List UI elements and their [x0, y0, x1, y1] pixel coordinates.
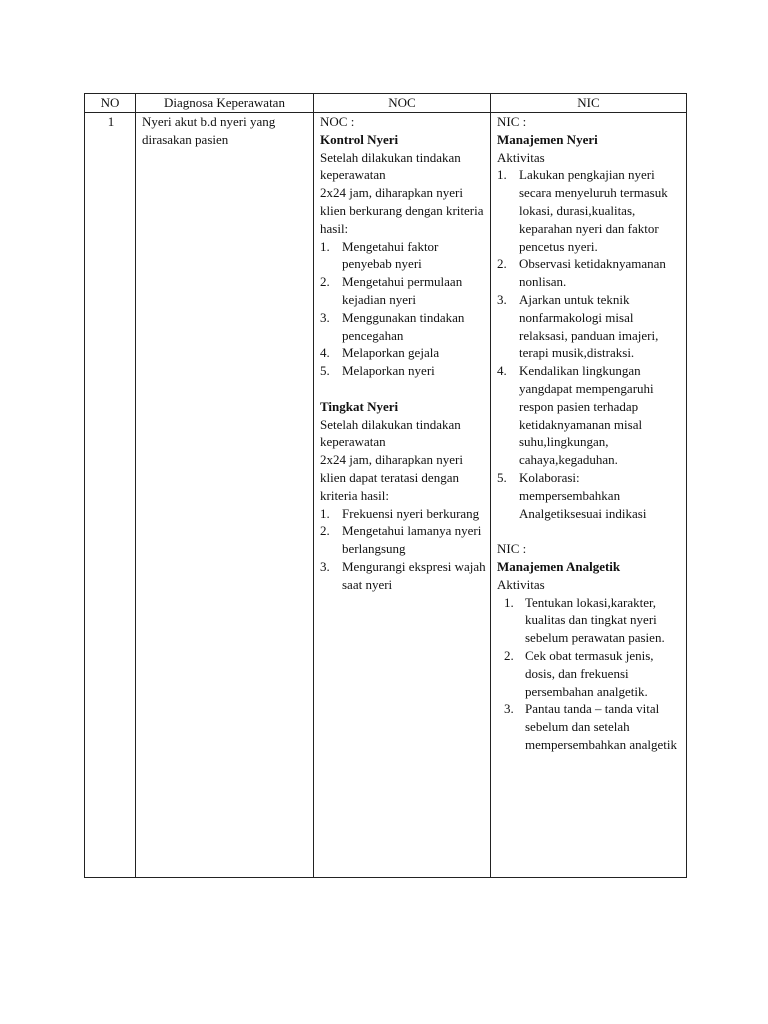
list-item: 1. Lakukan pengkajian nyeri secara menyeluruh termasuk lokasi, durasi,kualitas, keparahan nyeri dan faktor pencetus nyeri.: [497, 167, 668, 254]
nic-prefix-1: NIC :: [497, 114, 527, 129]
list-item: 4. Melaporkan gejala: [320, 345, 440, 361]
list-item: 3. Menggunakan tindakan pencegahan: [320, 309, 465, 343]
list-item: 1. Tentukan lokasi,karakter, kualitas dan tingkat nyeri sebelum perawatan pasien.: [504, 594, 665, 646]
nic-subtitle-2: Aktivitas: [497, 576, 545, 592]
noc-criteria-list-2: [320, 505, 486, 594]
noc-prefix: NOC :: [320, 114, 355, 129]
list-item: 2. Cek obat termasuk jenis, dosis, dan frekuensi persembahan analgetik.: [504, 647, 654, 699]
list-item: 1. Frekuensi nyeri berkurang: [320, 505, 480, 521]
table-row: [85, 113, 687, 878]
list-item: 3. Ajarkan untuk teknik nonfarmakologi misal relaksasi, panduan imajeri, terapi musik,distraksi.: [497, 291, 659, 361]
diagnosa-text: Nyeri akut b.d nyeri yang dirasakan pasien: [142, 114, 276, 147]
nic-section-title-manajemen-nyeri: Manajemen Nyeri: [497, 131, 598, 147]
row-number: 1: [85, 113, 136, 878]
noc-intro-2: 2x24 jam, diharapkan nyeri klien berkurang dengan kriteria hasil:: [320, 185, 484, 236]
list-item: 2. Observasi ketidaknyamanan nonlisan.: [497, 256, 666, 290]
noc-intro-1: Setelah dilakukan tindakan keperawatan: [320, 149, 461, 183]
noc-criteria-list-1: [320, 238, 486, 380]
noc-intro-3: Setelah dilakukan tindakan keperawatan: [320, 416, 461, 450]
diagnosa-cell: [136, 113, 314, 878]
nic-prefix-2: NIC :: [497, 541, 527, 557]
list-item: 1. Mengetahui faktor penyebab nyeri: [320, 238, 439, 272]
list-item: 2. Mengetahui permulaan kejadian nyeri: [320, 274, 463, 307]
noc-cell: [314, 113, 491, 878]
nic-cell: [491, 113, 687, 878]
noc-intro-4: 2x24 jam, diharapkan nyeri klien dapat teratasi dengan kriteria hasil:: [320, 452, 463, 503]
noc-section-title-kontrol-nyeri: Kontrol Nyeri: [320, 131, 399, 147]
header-nic: NIC: [491, 94, 687, 113]
nic-activity-list-2: [497, 594, 682, 754]
list-item: 4. Kendalikan lingkungan yangdapat mempengaruhi respon pasien terhadap ketidaknyamanan misal suhu,lingkungan, cahaya,kegaduhan.: [497, 363, 654, 468]
nic-subtitle-1: Aktivitas: [497, 149, 545, 165]
list-item: 3. Pantau tanda – tanda vital sebelum dan setelah mempersembahkan analgetik: [504, 701, 677, 752]
noc-section-title-tingkat-nyeri: Tingkat Nyeri: [320, 398, 399, 414]
document-page: [84, 93, 686, 878]
header-row: [85, 94, 687, 113]
nursing-care-plan-table: [84, 93, 687, 878]
list-item: 5. Kolaborasi: mempersembahkan Analgetiksesuai indikasi: [497, 469, 647, 521]
nic-activity-list-1: [497, 166, 682, 522]
nic-section-title-manajemen-analgetik: Manajemen Analgetik: [497, 558, 621, 574]
header-noc: NOC: [314, 94, 491, 113]
spacer: [497, 522, 682, 540]
list-item: 2. Mengetahui lamanya nyeri berlangsung: [320, 523, 482, 557]
list-item: 5. Melaporkan nyeri: [320, 363, 435, 379]
header-no: NO: [85, 94, 136, 113]
list-item: 3. Mengurangi ekspresi wajah saat nyeri: [320, 558, 486, 592]
spacer: [320, 380, 486, 398]
header-diagnosa: Diagnosa Keperawatan: [136, 94, 314, 113]
